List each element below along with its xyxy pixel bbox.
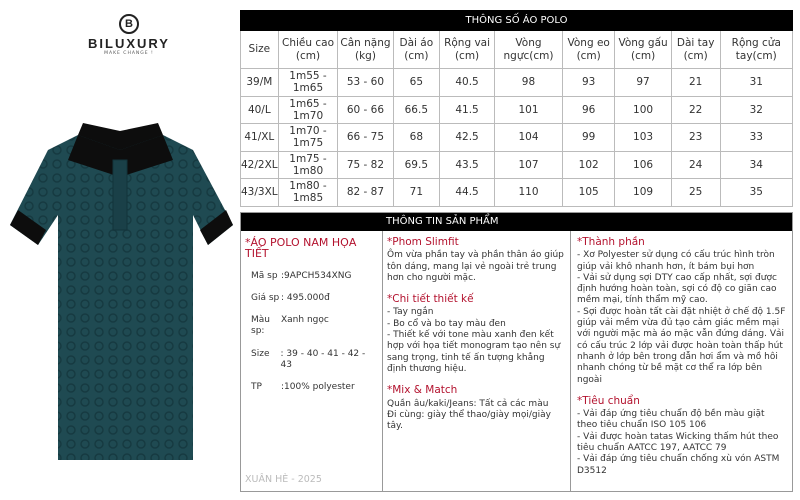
table-cell: 82 - 87 bbox=[338, 179, 393, 207]
spec-value: : 39 - 40 - 41 - 42 - 43 bbox=[280, 348, 366, 371]
column-header: Dài tay (cm) bbox=[671, 31, 720, 69]
table-cell: 40/L bbox=[241, 96, 279, 124]
product-info-title: THÔNG TIN SẢN PHẨM bbox=[241, 213, 792, 231]
brand-logo bbox=[74, 14, 184, 56]
table-cell: 60 - 66 bbox=[338, 96, 393, 124]
spec-row bbox=[251, 271, 378, 282]
section-line: - Xơ Polyester sử dụng có cấu trúc hình tròn giúp vải khô nhanh hơn, ít bám bụi hơn bbox=[577, 250, 775, 272]
table-cell: 110 bbox=[495, 179, 563, 207]
brand-tagline: MAKE CHANGE ! bbox=[104, 51, 154, 56]
table-cell: 33 bbox=[720, 124, 792, 152]
info-section bbox=[577, 237, 786, 386]
table-cell: 97 bbox=[615, 69, 671, 97]
product-info-panel bbox=[240, 212, 793, 492]
table-cell: 40.5 bbox=[440, 69, 495, 97]
section-line: - Sợi được hoàn tất cài đặt nhiệt ở chế độ 1.5F giúp vải mềm vừa đủ tạo cảm giác mềm mại với người mặc mà áo mặc vẫn đứng dáng. Vải có cấu trúc 2 lớp vải được hoàn toàn thấp hút nhanh ở lớp bên trong dẫn hơi ẩm và mồ hôi nhanh chóng từ bề mặt cơ thể ra lớp bên ngoài bbox=[577, 306, 786, 385]
table-cell: 1m75 - 1m80 bbox=[278, 151, 338, 179]
table-cell: 102 bbox=[562, 151, 614, 179]
polo-shirt-image bbox=[8, 115, 233, 475]
table-cell: 71 bbox=[393, 179, 440, 207]
table-cell: 66 - 75 bbox=[338, 124, 393, 152]
table-cell: 44.5 bbox=[440, 179, 495, 207]
table-row bbox=[241, 124, 793, 152]
product-details-middle bbox=[383, 231, 571, 491]
section-heading: *Mix & Match bbox=[387, 384, 458, 397]
column-header: Chiều cao (cm) bbox=[278, 31, 338, 69]
section-line: - Bo cổ và bo tay màu đen bbox=[387, 318, 506, 329]
table-row bbox=[241, 179, 793, 207]
table-cell: 101 bbox=[495, 96, 563, 124]
section-line: - Vải sử dụng sợi DTY cao cấp nhất, sợi được định hướng hoàn toàn, sợi có độ co giãn cao mềm mại, tính thẩm mỹ cao. bbox=[577, 272, 777, 306]
column-header: Size bbox=[241, 31, 279, 69]
info-section bbox=[387, 294, 566, 375]
table-cell: 105 bbox=[562, 179, 614, 207]
section-line: - Vải đáp ứng tiêu chuẩn chống xù vón ASTM D3512 bbox=[577, 454, 780, 476]
table-cell: 1m65 - 1m70 bbox=[278, 96, 338, 124]
column-header: Vòng eo (cm) bbox=[562, 31, 614, 69]
table-cell: 1m80 - 1m85 bbox=[278, 179, 338, 207]
spec-key: TP bbox=[251, 382, 262, 393]
table-cell: 25 bbox=[671, 179, 720, 207]
spec-row bbox=[251, 382, 378, 393]
section-heading: *Thành phần bbox=[577, 236, 645, 248]
spec-row bbox=[251, 293, 378, 304]
table-row bbox=[241, 69, 793, 97]
table-cell: 107 bbox=[495, 151, 563, 179]
section-heading: *Phom Slimfit bbox=[387, 236, 459, 248]
table-cell: 75 - 82 bbox=[338, 151, 393, 179]
table-cell: 34 bbox=[720, 151, 792, 179]
section-heading: *Chi tiết thiết kế bbox=[387, 293, 474, 306]
season-label: XUÂN HÈ - 2025 bbox=[245, 473, 322, 485]
table-cell: 43.5 bbox=[440, 151, 495, 179]
info-section bbox=[387, 237, 566, 284]
logo-mark: B bbox=[119, 14, 139, 34]
brand-name: BILUXURY bbox=[88, 36, 170, 51]
table-cell: 66.5 bbox=[393, 96, 440, 124]
table-cell: 21 bbox=[671, 69, 720, 97]
section-line: Ôm vừa phần tay và phần thân áo giúp tôn dáng, mang lại vẻ ngoài trẻ trung hơn cho người mặc. bbox=[387, 250, 564, 283]
table-cell: 39/M bbox=[241, 69, 279, 97]
section-line: - Tay ngắn bbox=[387, 307, 434, 318]
section-line: Đi cùng: giày thể thao/giày mọi/giày tây. bbox=[387, 409, 551, 432]
table-cell: 106 bbox=[615, 151, 671, 179]
table-cell: 93 bbox=[562, 69, 614, 97]
column-header: Rộng cửa tay(cm) bbox=[720, 31, 792, 69]
spec-key: Màu sp: bbox=[251, 315, 270, 337]
table-cell: 1m55 - 1m65 bbox=[278, 69, 338, 97]
info-section bbox=[387, 385, 566, 432]
table-cell: 99 bbox=[562, 124, 614, 152]
table-cell: 65 bbox=[393, 69, 440, 97]
section-line: - Thiết kế với tone màu xanh đen kết hợp với họa tiết monogram tạo nên sự sang trọng, tinh tế ấn tượng khẳng định thương hiệu. bbox=[387, 330, 561, 374]
spec-row bbox=[251, 315, 378, 338]
size-table bbox=[240, 10, 793, 207]
table-cell: 35 bbox=[720, 179, 792, 207]
spec-key: Giá sp bbox=[251, 292, 280, 303]
spec-key: Mã sp bbox=[251, 270, 278, 281]
table-cell: 31 bbox=[720, 69, 792, 97]
spec-value: : 495.000đ bbox=[281, 292, 330, 303]
column-header: Rộng vai (cm) bbox=[440, 31, 495, 69]
table-cell: 109 bbox=[615, 179, 671, 207]
table-row bbox=[241, 96, 793, 124]
section-line: - Vải được hoàn tatas Wicking thấm hút theo tiêu chuẩn AATCC 197, AATCC 79 bbox=[577, 431, 779, 454]
table-cell: 69.5 bbox=[393, 151, 440, 179]
table-cell: 24 bbox=[671, 151, 720, 179]
section-heading: *Tiêu chuẩn bbox=[577, 394, 640, 407]
table-cell: 98 bbox=[495, 69, 563, 97]
table-cell: 22 bbox=[671, 96, 720, 124]
info-section bbox=[577, 396, 786, 477]
spec-value: :100% polyester bbox=[281, 382, 355, 393]
table-cell: 32 bbox=[720, 96, 792, 124]
section-line: - Vải đáp ứng tiêu chuẩn độ bền màu giặt theo tiêu chuẩn ISO 105 106 bbox=[577, 409, 765, 431]
table-cell: 96 bbox=[562, 96, 614, 124]
section-line: Quần âu/kaki/Jeans: Tất cả các màu bbox=[387, 398, 549, 409]
table-row bbox=[241, 151, 793, 179]
table-cell: 23 bbox=[671, 124, 720, 152]
table-cell: 68 bbox=[393, 124, 440, 152]
spec-key: Size bbox=[251, 348, 270, 359]
table-cell: 104 bbox=[495, 124, 563, 152]
table-cell: 42/2XL bbox=[241, 151, 279, 179]
column-header: Dài áo (cm) bbox=[393, 31, 440, 69]
spec-value: :9APCH534XNG bbox=[281, 270, 352, 281]
table-cell: 42.5 bbox=[440, 124, 495, 152]
product-name: *ÁO POLO NAM HỌA TIẾT bbox=[245, 236, 357, 261]
table-cell: 41.5 bbox=[440, 96, 495, 124]
spec-value: Xanh ngọc bbox=[281, 315, 329, 326]
product-details-right bbox=[571, 231, 792, 491]
column-header: Vòng gấu (cm) bbox=[615, 31, 671, 69]
table-cell: 100 bbox=[615, 96, 671, 124]
column-header: Vòng ngực(cm) bbox=[495, 31, 563, 69]
table-cell: 41/XL bbox=[241, 124, 279, 152]
table-cell: 103 bbox=[615, 124, 671, 152]
product-summary bbox=[241, 231, 383, 491]
table-cell: 43/3XL bbox=[241, 179, 279, 207]
table-cell: 53 - 60 bbox=[338, 69, 393, 97]
spec-row bbox=[251, 349, 378, 372]
table-cell: 1m70 - 1m75 bbox=[278, 124, 338, 152]
size-table-title: THÔNG SỐ ÁO POLO bbox=[241, 11, 793, 31]
column-header: Cân nặng (kg) bbox=[338, 31, 393, 69]
